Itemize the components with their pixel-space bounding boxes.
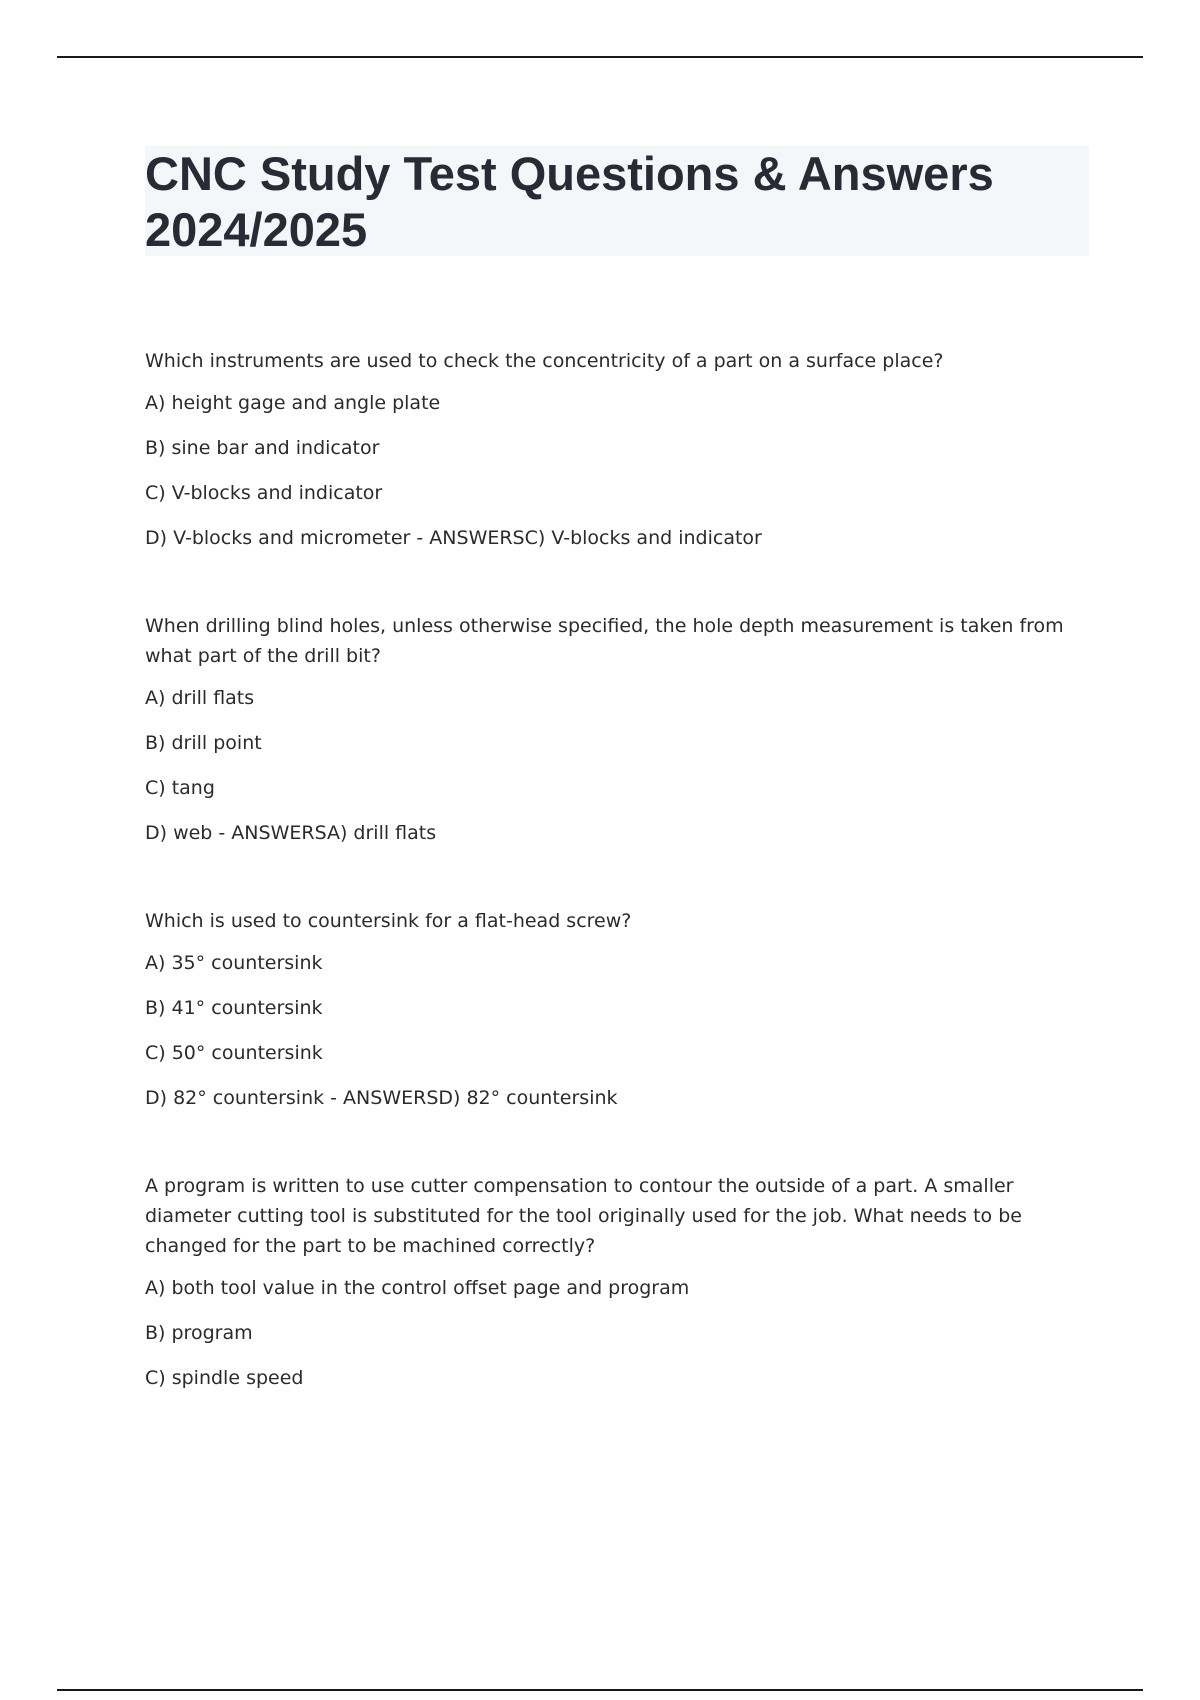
answer-option-b: B) 41° countersink	[145, 997, 323, 1019]
answer-option-a: A) both tool value in the control offset page and program	[145, 1277, 690, 1299]
answer-option-d: D) web - ANSWERSA) drill flats	[145, 822, 437, 844]
answer-option-b: B) program	[145, 1322, 253, 1344]
answer-option-c: C) spindle speed	[145, 1367, 304, 1389]
footer-rule	[57, 1689, 1143, 1691]
answer-option-d: D) V-blocks and micrometer - ANSWERSC) V-blocks and indicator	[145, 527, 762, 549]
question-4	[145, 1171, 1085, 1393]
question-3	[145, 906, 1085, 1113]
answer-option-d: D) 82° countersink - ANSWERSD) 82° countersink	[145, 1087, 618, 1109]
question-text: Which is used to countersink for a flat-head screw?	[145, 910, 632, 932]
answer-option-c: C) 50° countersink	[145, 1042, 323, 1064]
answer-option-a: A) height gage and angle plate	[145, 392, 441, 414]
question-1	[145, 346, 1085, 553]
answer-option-b: B) sine bar and indicator	[145, 437, 380, 459]
document-title: CNC Study Test Questions & Answers 2024/2025	[145, 147, 994, 256]
answer-option-a: A) 35° countersink	[145, 952, 323, 974]
question-text: Which instruments are used to check the concentricity of a part on a surface place?	[145, 350, 944, 372]
answer-option-c: C) tang	[145, 777, 215, 799]
question-text: When drilling blind holes, unless otherwise specified, the hole depth measurement is taken from what part of the drill bit?	[145, 615, 1064, 667]
header-rule	[57, 56, 1143, 58]
question-text: A program is written to use cutter compensation to contour the outside of a part. A smaller diameter cutting tool is substituted for the tool originally used for the job. What needs to be changed for the part to be machined correctly?	[145, 1175, 1022, 1257]
question-2	[145, 611, 1085, 848]
title-block	[145, 146, 1089, 256]
answer-option-c: C) V-blocks and indicator	[145, 482, 383, 504]
answer-option-a: A) drill flats	[145, 687, 255, 709]
questions-list	[145, 346, 1085, 1451]
answer-option-b: B) drill point	[145, 732, 262, 754]
